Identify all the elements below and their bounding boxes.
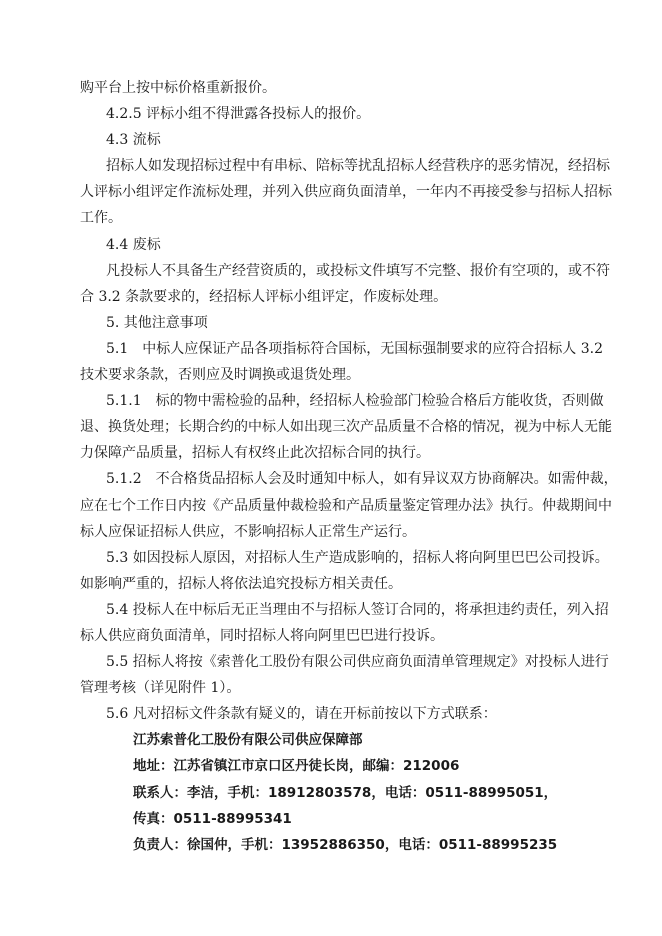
paragraph [80,127,583,153]
paragraph [80,101,583,127]
text-line: 力保障产品质量，招标人有权终止此次招标合同的执行。 [80,445,430,462]
text-line: 购平台上按中标价格重新报价。 [80,80,276,96]
paragraph [80,75,583,101]
text-line: 标人供应商负面清单，同时招标人将向阿里巴巴进行投诉。 [80,627,444,644]
contact-block [80,727,583,857]
text-line: 招标人如发现招标过程中有串标、陪标等扰乱招标人经营秩序的恶劣情况，经招标 [106,158,610,175]
paragraph [80,153,612,231]
paragraph [80,649,609,701]
text-line: 5.5 招标人将按《索普化工股份有限公司供应商负面清单管理规定》对投标人进行 [106,654,609,671]
paragraph [80,701,583,727]
paragraph [80,336,603,388]
text-line: 人评标小组评定作流标处理，并列入供应商负面清单，一年内不再接受参与招标人招标 [80,184,612,201]
text-line: 技术要求条款，否则应及时调换或退货处理。 [80,367,360,384]
text-line: 应在七个工作日内按《产品质量仲裁检验和产品质量鉴定管理办法》执行。仲裁期间中 [80,497,612,514]
document-body [80,75,618,858]
text-line: 5.4 投标人在中标后无正当理由不与招标人签订合同的，将承担违约责任，列入招 [106,601,609,618]
contact-line: 传真：0511-88995341 [133,810,292,827]
paragraph [80,597,609,649]
text-line: 管理考核（详见附件 1）。 [80,680,241,697]
text-line: 5.1 中标人应保证产品各项指标符合国标，无国标强制要求的应符合招标人 3.2 [106,340,603,357]
text-line: 5. 其他注意事项 [106,314,208,331]
paragraph [80,232,583,258]
paragraph [80,466,618,544]
text-line: 5.1.2 不合格货品招标人会及时通知中标人，如有异议双方协商解决。如需仲裁， [106,471,618,488]
text-line: 4.3 流标 [106,132,161,149]
paragraph [80,258,610,310]
paragraph [80,545,609,597]
text-line: 4.4 废标 [106,236,161,253]
paragraph [80,388,612,466]
text-line: 5.6 凡对招标文件条款有疑义的，请在开标前按以下方式联系： [106,706,497,723]
text-line: 5.3 如因投标人原因，对招标人生产造成影响的，招标人将向阿里巴巴公司投诉。 [106,549,609,566]
text-line: 工作。 [80,210,122,227]
contact-line: 联系人：李洁，手机：18912803578，电话：0511-88995051， [133,784,558,801]
contact-line: 负责人：徐国仲，手机：13952886350，电话：0511-88995235 [133,836,558,853]
contact-line: 江苏索普化工股份有限公司供应保障部 [133,732,363,749]
text-line: 合 3.2 条款要求的，经招标人评标小组评定，作废标处理。 [80,288,448,305]
text-line: 5.1.1 标的物中需检验的品种，经招标人检验部门检验合格后方能收货，否则做 [106,393,604,410]
contact-line: 地址：江苏省镇江市京口区丹徒长岗，邮编：212006 [133,758,460,775]
text-line: 退、换货处理；长期合约的中标人如出现三次产品质量不合格的情况，视为中标人无能 [80,419,612,436]
text-line: 4.2.5 评标小组不得泄露各投标人的报价。 [106,106,371,123]
paragraph [80,310,583,336]
text-line: 凡投标人不具备生产经营资质的，或投标文件填写不完整、报价有空项的，或不符 [106,262,610,279]
text-line: 如影响严重的，招标人将依法追究投标方相关责任。 [80,575,402,592]
text-line: 标人应保证招标人供应，不影响招标人正常生产运行。 [80,523,416,540]
